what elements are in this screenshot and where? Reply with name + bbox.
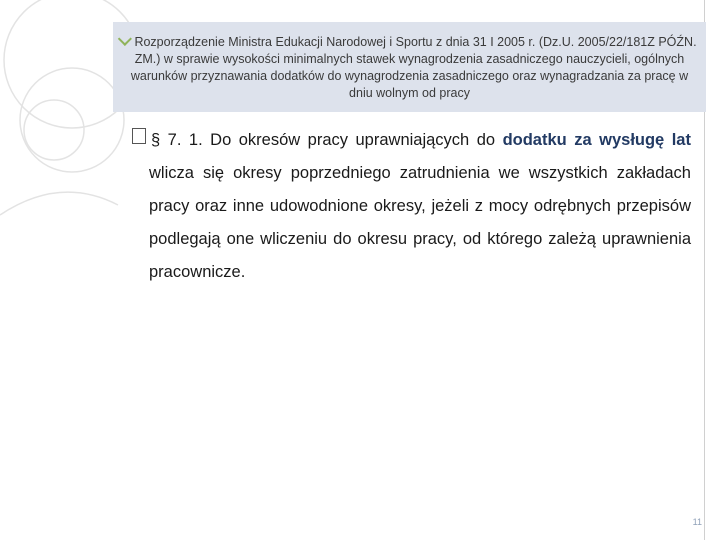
check-icon (118, 32, 132, 46)
body-text-before: § 7. 1. Do okresów pracy uprawniających do (151, 131, 503, 149)
deco-arc (0, 192, 118, 215)
deco-circle-small (24, 100, 84, 160)
header-citation-text: Rozporządzenie Ministra Edukacji Narodowej i Sportu z dnia 31 I 2005 r. (Dz.U. 2005/22/181Z PÓŹN. ZM.) w sprawie wysokości minimalnych stawek wynagrodzenia zasadniczego nauczycieli, ogólnych warunków przyznawania dodatków do wynagrodzenia zasadniczego oraz wynagradzania za pracę w dniu wolnym od pracy (130, 35, 697, 100)
page-number: 11 (692, 517, 702, 527)
body-text-after: wlicza się okresy poprzedniego zatrudnienia we wszystkich zakładach pracy oraz inne udowodnione okresy, jeżeli z mocy odrębnych przepisów podlegają one wliczeniu do okresu pracy, od którego zależą uprawnienia pracownicze. (149, 164, 691, 281)
bullet-box-icon (132, 128, 146, 144)
body-paragraph (149, 124, 691, 289)
header-citation (118, 34, 701, 102)
body-highlight: dodatku za wysługę lat (502, 131, 691, 149)
deco-circle-medium (20, 68, 124, 172)
